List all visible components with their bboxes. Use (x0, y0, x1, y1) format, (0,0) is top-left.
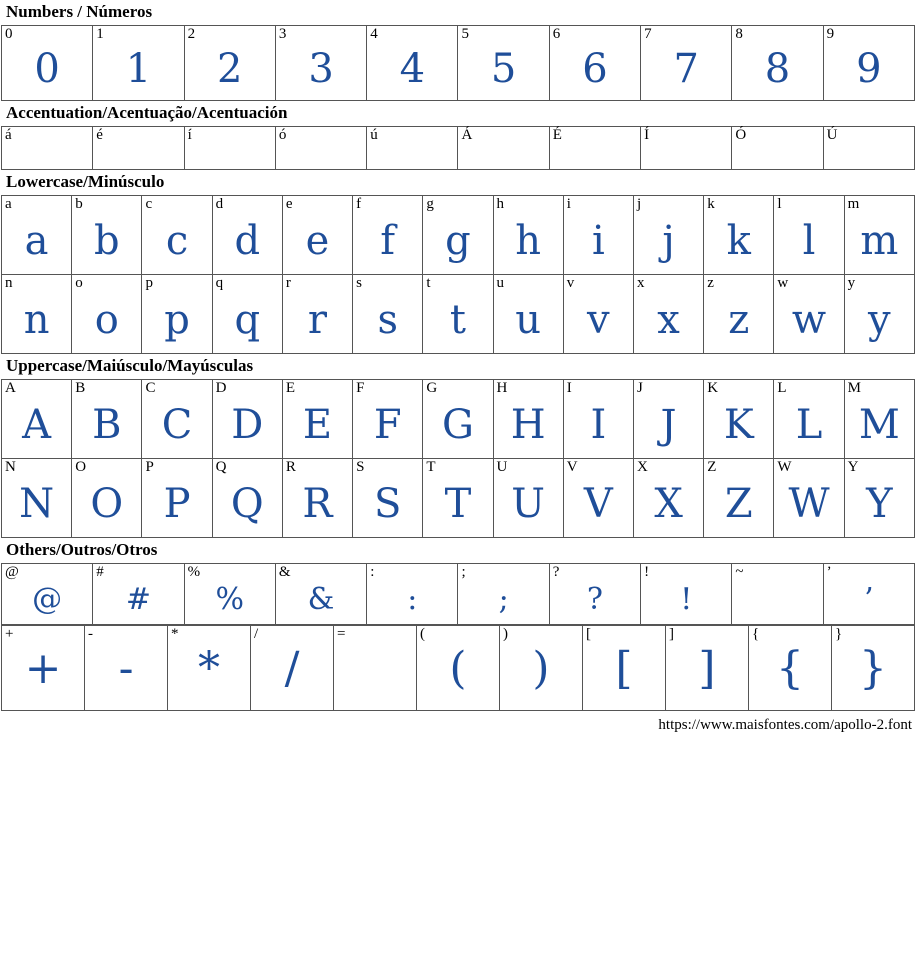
glyph-preview: - (118, 643, 134, 694)
char-label: D (215, 380, 227, 396)
glyph-cell (549, 127, 640, 170)
glyph-preview: Z (724, 481, 753, 527)
glyph-cell (844, 380, 914, 459)
char-label: v (566, 275, 575, 291)
glyph-cell (423, 196, 493, 275)
glyph-preview: s (377, 297, 398, 343)
glyph-preview: q (234, 297, 261, 343)
glyph-preview: j (662, 218, 675, 264)
table-row (2, 275, 915, 354)
glyph-preview: ? (586, 582, 603, 617)
char-label: 4 (370, 26, 378, 42)
char-label: ) (503, 626, 508, 642)
glyph-cell (633, 275, 703, 354)
glyph-cell (72, 459, 142, 538)
glyph-preview: # (125, 582, 152, 617)
glyph-preview: z (728, 297, 750, 343)
char-label: [ (586, 626, 591, 642)
char-label: K (707, 380, 719, 396)
glyph-cell (458, 127, 549, 170)
char-label: U (496, 459, 508, 475)
glyph-cell (2, 564, 93, 625)
glyph-cell (844, 196, 914, 275)
numbers-grid (1, 25, 915, 101)
glyph-preview: @ (32, 582, 63, 617)
glyph-preview: 5 (490, 46, 517, 92)
glyph-cell (732, 127, 823, 170)
glyph-cell (251, 626, 334, 711)
glyph-preview: 0 (34, 46, 60, 92)
char-label: N (5, 459, 16, 475)
glyph-cell (2, 26, 93, 101)
table-row (2, 380, 915, 459)
glyph-preview: a (24, 218, 49, 264)
glyph-cell (93, 26, 184, 101)
glyph-preview: } (859, 643, 887, 694)
glyph-preview: [ (615, 643, 633, 694)
glyph-cell (142, 196, 212, 275)
glyph-preview: x (657, 297, 680, 343)
char-label: 1 (96, 26, 104, 42)
section-title-numbers: Numbers / Números (6, 2, 153, 21)
glyph-preview: A (22, 402, 52, 448)
char-label: * (171, 626, 179, 642)
glyph-cell (704, 380, 774, 459)
glyph-cell (844, 459, 914, 538)
glyph-cell (563, 196, 633, 275)
glyph-preview: 2 (217, 46, 243, 92)
char-label: t (426, 275, 431, 291)
char-label: / (254, 626, 259, 642)
table-row (2, 127, 915, 170)
symbols-grid (1, 625, 915, 711)
glyph-preview: N (19, 481, 55, 527)
char-label: q (215, 275, 224, 291)
glyph-preview: h (515, 218, 542, 264)
glyph-preview: e (305, 218, 330, 264)
glyph-cell (549, 564, 640, 625)
glyph-preview: I (590, 402, 607, 448)
glyph-cell (666, 626, 749, 711)
char-label: C (145, 380, 156, 396)
char-label: } (835, 626, 843, 642)
char-label: w (777, 275, 789, 291)
char-label: o (75, 275, 83, 291)
others-grid (1, 563, 915, 625)
char-label: ] (669, 626, 674, 642)
glyph-cell (704, 275, 774, 354)
glyph-preview: b (94, 218, 120, 264)
char-label: d (215, 196, 224, 212)
char-label: R (285, 459, 296, 475)
char-label: # (96, 564, 104, 580)
char-label: l (777, 196, 782, 212)
glyph-preview: + (24, 643, 62, 694)
glyph-cell (774, 275, 844, 354)
char-label: % (187, 564, 201, 580)
glyph-cell (212, 275, 282, 354)
glyph-preview: E (302, 402, 333, 448)
glyph-preview: n (23, 297, 50, 343)
table-row (2, 196, 915, 275)
glyph-cell (168, 626, 251, 711)
glyph-preview: k (726, 218, 751, 264)
glyph-preview: 4 (399, 46, 426, 92)
char-label: W (777, 459, 792, 475)
glyph-cell (844, 275, 914, 354)
char-label: X (636, 459, 648, 475)
char-label: k (707, 196, 715, 212)
glyph-cell (704, 196, 774, 275)
char-label: ú (370, 127, 378, 143)
char-label: B (75, 380, 86, 396)
glyph-cell (85, 626, 168, 711)
glyph-cell (633, 196, 703, 275)
glyph-preview: & (307, 582, 335, 617)
char-label: f (356, 196, 362, 212)
char-label: r (285, 275, 291, 291)
glyph-cell (633, 380, 703, 459)
glyph-cell (423, 459, 493, 538)
glyph-preview: X (654, 481, 683, 527)
glyph-cell (493, 196, 563, 275)
glyph-preview: R (302, 481, 333, 527)
glyph-cell (832, 626, 915, 711)
glyph-cell (732, 564, 823, 625)
glyph-cell (334, 626, 417, 711)
glyph-cell (2, 127, 93, 170)
char-label: 9 (826, 26, 835, 42)
glyph-preview: ] (698, 643, 716, 694)
glyph-cell (184, 564, 275, 625)
char-label: ~ (735, 564, 744, 580)
glyph-preview: ) (532, 643, 550, 694)
char-label: Ú (826, 127, 838, 143)
glyph-cell (184, 26, 275, 101)
glyph-preview: T (444, 481, 472, 527)
char-label: z (707, 275, 714, 291)
glyph-preview: ( (449, 643, 467, 694)
char-label: í (187, 127, 192, 143)
glyph-preview: % (215, 582, 244, 617)
char-label: i (566, 196, 571, 212)
glyph-cell (72, 196, 142, 275)
char-label: + (5, 626, 14, 642)
glyph-preview: v (587, 297, 610, 343)
glyph-preview: / (284, 643, 300, 694)
glyph-cell (417, 626, 500, 711)
glyph-cell (732, 26, 823, 101)
glyph-preview: O (90, 481, 124, 527)
section-title-others: Others/Outros/Otros (6, 540, 158, 559)
char-label: 8 (735, 26, 743, 42)
char-label: Q (215, 459, 227, 475)
char-label: p (145, 275, 153, 291)
char-label: 7 (644, 26, 652, 42)
char-label: b (75, 196, 83, 212)
glyph-preview: J (660, 402, 677, 448)
char-label: I (566, 380, 572, 396)
glyph-preview: ’ (864, 582, 874, 617)
char-label: E (285, 380, 296, 396)
accentuation-grid (1, 126, 915, 170)
char-label: H (496, 380, 508, 396)
glyph-cell (2, 380, 72, 459)
glyph-preview: U (511, 481, 545, 527)
char-label: h (496, 196, 505, 212)
glyph-preview: { (776, 643, 804, 694)
glyph-cell (423, 380, 493, 459)
glyph-cell (184, 127, 275, 170)
section-title-uppercase: Uppercase/Maiúsculo/Mayúsculas (6, 356, 254, 375)
char-label: F (356, 380, 365, 396)
glyph-cell (549, 26, 640, 101)
char-label: m (847, 196, 860, 212)
char-label: x (636, 275, 645, 291)
glyph-cell (493, 459, 563, 538)
glyph-preview: H (510, 402, 546, 448)
char-label: { (752, 626, 760, 642)
glyph-cell (367, 26, 458, 101)
char-label: P (145, 459, 154, 475)
glyph-preview: Y (866, 481, 893, 527)
glyph-preview: l (802, 218, 816, 264)
glyph-cell (212, 380, 282, 459)
char-label: L (777, 380, 787, 396)
glyph-preview: K (723, 402, 754, 448)
glyph-cell (93, 564, 184, 625)
glyph-preview: B (92, 402, 122, 448)
glyph-cell (458, 26, 549, 101)
char-label: j (636, 196, 642, 212)
char-label: 5 (461, 26, 469, 42)
char-label: M (847, 380, 861, 396)
char-label: T (426, 459, 436, 475)
glyph-preview: t (449, 297, 466, 343)
glyph-cell (563, 459, 633, 538)
char-label: 6 (552, 26, 561, 42)
glyph-preview: L (795, 402, 823, 448)
glyph-cell (641, 564, 732, 625)
glyph-preview: 7 (673, 46, 699, 92)
glyph-preview: u (515, 297, 542, 343)
char-label: J (636, 380, 643, 396)
glyph-cell (500, 626, 583, 711)
glyph-cell (583, 626, 666, 711)
glyph-cell (275, 127, 366, 170)
char-label: 0 (5, 26, 13, 42)
glyph-preview: r (307, 297, 328, 343)
char-label: e (285, 196, 293, 212)
glyph-cell (493, 275, 563, 354)
glyph-preview: F (373, 402, 402, 448)
char-label: A (5, 380, 16, 396)
table-row (2, 459, 915, 538)
char-label: u (496, 275, 505, 291)
glyph-preview: S (374, 481, 402, 527)
glyph-preview: 1 (125, 46, 152, 92)
glyph-preview: W (788, 481, 830, 527)
char-label: É (552, 127, 562, 143)
glyph-cell (749, 626, 832, 711)
glyph-preview: w (791, 297, 827, 343)
source-url[interactable]: https://www.maisfontes.com/apollo-2.font (658, 717, 912, 733)
char-label: : (370, 564, 375, 580)
glyph-cell (641, 26, 732, 101)
glyph-cell (493, 380, 563, 459)
char-label: á (5, 127, 12, 143)
char-label: g (426, 196, 434, 212)
char-label: = (337, 626, 346, 642)
glyph-cell (212, 459, 282, 538)
char-label: O (75, 459, 87, 475)
glyph-cell (367, 127, 458, 170)
glyph-cell (2, 275, 72, 354)
char-label: y (847, 275, 856, 291)
glyph-cell (774, 380, 844, 459)
glyph-preview: c (165, 218, 189, 264)
char-label: a (5, 196, 12, 212)
glyph-preview: G (441, 402, 474, 448)
glyph-cell (641, 127, 732, 170)
table-row (2, 626, 915, 711)
char-label: 2 (187, 26, 196, 42)
char-label: & (278, 564, 291, 580)
glyph-preview: 6 (582, 46, 608, 92)
glyph-cell (72, 275, 142, 354)
char-label: ó (278, 127, 287, 143)
lowercase-grid (1, 195, 915, 354)
glyph-preview: P (163, 481, 191, 527)
char-label: G (426, 380, 438, 396)
char-label: Y (847, 459, 859, 475)
glyph-preview: m (860, 218, 899, 264)
glyph-preview: Q (230, 481, 264, 527)
glyph-preview: M (858, 402, 900, 448)
char-label: ? (552, 564, 560, 580)
glyph-cell (142, 459, 212, 538)
glyph-preview: o (94, 297, 119, 343)
glyph-cell (353, 196, 423, 275)
glyph-cell (353, 459, 423, 538)
char-label: c (145, 196, 153, 212)
glyph-preview: i (591, 218, 605, 264)
char-label: - (88, 626, 93, 642)
char-label: V (566, 459, 578, 475)
glyph-cell (2, 196, 72, 275)
char-label: n (5, 275, 13, 291)
glyph-preview: 3 (308, 46, 334, 92)
glyph-preview: 9 (856, 46, 882, 92)
glyph-cell (212, 196, 282, 275)
char-label: ( (420, 626, 425, 642)
glyph-cell (282, 380, 352, 459)
glyph-cell (2, 626, 85, 711)
glyph-preview: d (234, 218, 261, 264)
glyph-cell (2, 459, 72, 538)
glyph-cell (633, 459, 703, 538)
glyph-preview: g (445, 218, 471, 264)
glyph-cell (458, 564, 549, 625)
char-label: Á (461, 127, 473, 143)
char-label: @ (5, 564, 19, 580)
section-title-lowercase: Lowercase/Minúsculo (6, 172, 165, 191)
char-label: Ó (735, 127, 747, 143)
glyph-cell (563, 380, 633, 459)
char-label: Í (644, 127, 650, 143)
glyph-preview: ; (498, 582, 509, 617)
glyph-cell (563, 275, 633, 354)
char-label: ; (461, 564, 466, 580)
glyph-preview: 8 (764, 46, 791, 92)
char-label: ’ (826, 564, 832, 580)
glyph-cell (142, 275, 212, 354)
glyph-preview: ! (680, 582, 693, 617)
glyph-cell (823, 564, 914, 625)
glyph-cell (282, 275, 352, 354)
glyph-cell (823, 26, 914, 101)
glyph-preview: f (380, 218, 396, 264)
glyph-preview: p (164, 297, 190, 343)
section-title-accentuation: Accentuation/Acentuação/Acentuación (6, 103, 288, 122)
glyph-cell (282, 459, 352, 538)
glyph-preview: V (583, 481, 613, 527)
glyph-cell (275, 564, 366, 625)
char-label: S (356, 459, 365, 475)
char-label: é (96, 127, 103, 143)
char-label: Z (707, 459, 717, 475)
table-row (2, 564, 915, 625)
uppercase-grid (1, 379, 915, 538)
glyph-cell (353, 380, 423, 459)
glyph-preview: y (868, 297, 891, 343)
glyph-cell (774, 459, 844, 538)
glyph-cell (72, 380, 142, 459)
glyph-preview: C (161, 402, 193, 448)
glyph-cell (367, 564, 458, 625)
char-label: s (356, 275, 362, 291)
glyph-cell (142, 380, 212, 459)
glyph-cell (423, 275, 493, 354)
table-row (2, 26, 915, 101)
char-label: 3 (278, 26, 287, 42)
glyph-cell (704, 459, 774, 538)
glyph-cell (774, 196, 844, 275)
char-label: ! (644, 564, 650, 580)
glyph-cell (282, 196, 352, 275)
glyph-cell (823, 127, 914, 170)
glyph-cell (93, 127, 184, 170)
glyph-preview: D (231, 402, 264, 448)
glyph-cell (275, 26, 366, 101)
glyph-preview: * (198, 643, 220, 694)
glyph-preview: : (407, 582, 418, 617)
glyph-cell (353, 275, 423, 354)
